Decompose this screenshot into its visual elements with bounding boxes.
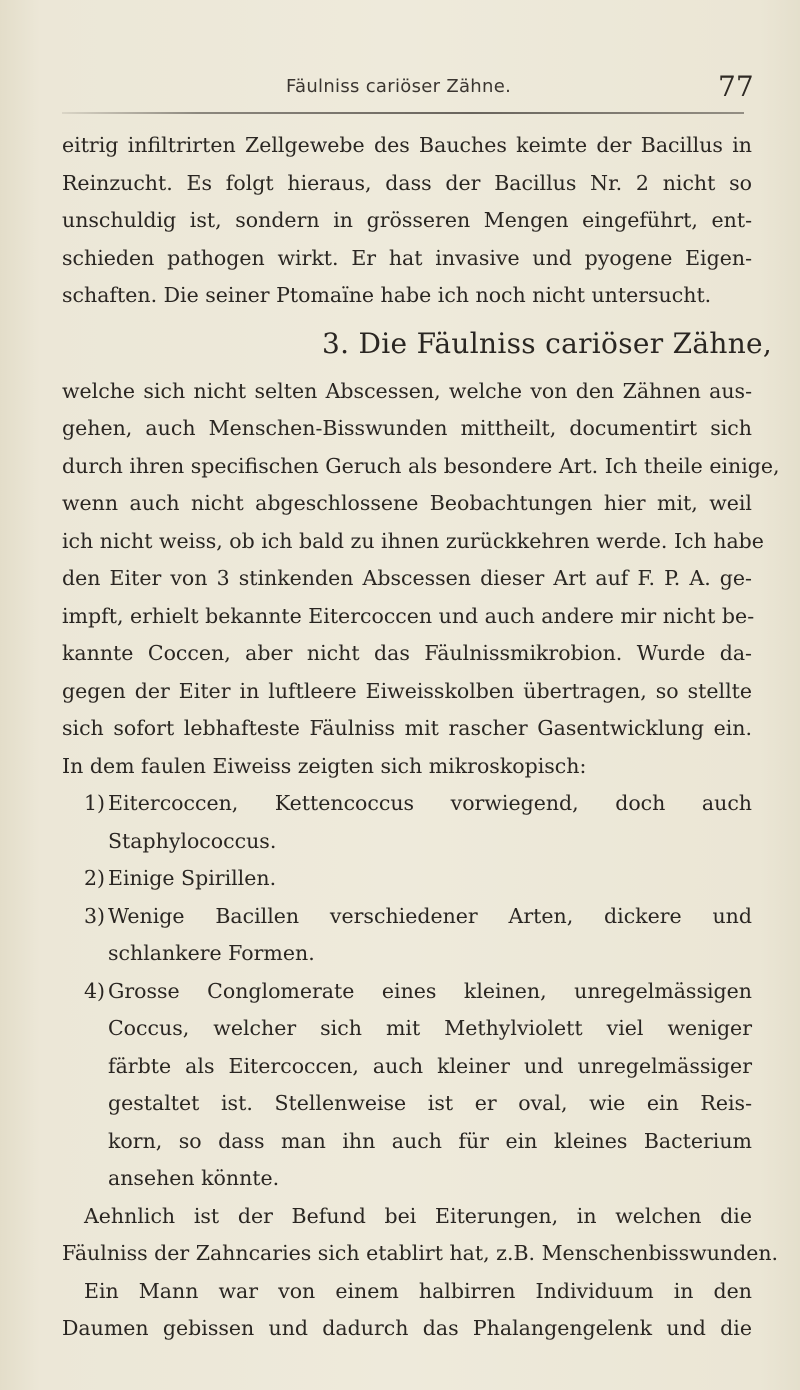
text-line: In dem faulen Eiweiss zeigten sich mikroskopisch: bbox=[62, 753, 587, 778]
text-line: schlankere Formen. bbox=[108, 941, 315, 965]
text-line: Wenige Bacillen verschiedener Arten, dickere und bbox=[108, 903, 752, 928]
text-line: gestaltet ist. Stellenweise ist er oval, wie ein Reis- bbox=[108, 1091, 752, 1115]
text-line: Coccus, welcher sich mit Methylviolett viel weniger bbox=[108, 1016, 752, 1040]
text-line: gegen der Eiter in luftleere Eiweisskolben übertragen, so stellte bbox=[62, 678, 752, 703]
text-line: gehen, auch Menschen-Bisswunden mittheilt, documentirt sich bbox=[62, 416, 752, 440]
text-line: schaften. Die seiner Ptomaïne habe ich noch nicht untersucht. bbox=[62, 283, 712, 307]
text-line: Eitercoccen, Kettencoccus vorwiegend, doch auch bbox=[108, 791, 752, 815]
text-line: den Eiter von 3 stinkenden Abscessen dieser Art auf F. P. A. ge- bbox=[62, 566, 752, 590]
page-number: 77 bbox=[718, 70, 754, 103]
section-heading: 3. Die Fäulniss cariöser Zähne, bbox=[322, 326, 773, 360]
text-line: durch ihren specifischen Geruch als besondere Art. Ich theile einige, bbox=[62, 453, 780, 478]
text-line: Reinzucht. Es folgt hieraus, dass der Bacillus Nr. 2 nicht so bbox=[62, 170, 752, 195]
header-rule bbox=[62, 112, 744, 114]
text-line: eitrig infiltrirten Zellgewebe des Bauches keimte der Bacillus in bbox=[62, 133, 752, 157]
text-line: Staphylococcus. bbox=[108, 828, 277, 853]
text-line: Grosse Conglomerate eines kleinen, unregelmässigen bbox=[108, 978, 752, 1003]
text-line: Fäulniss der Zahncaries sich etablirt hat, z.B. Menschenbisswunden. bbox=[62, 1241, 779, 1265]
list-number: 4) bbox=[84, 978, 106, 1003]
text-line: impft, erhielt bekannte Eitercoccen und auch andere mir nicht be- bbox=[62, 603, 755, 628]
list-item bbox=[62, 973, 752, 1198]
text-line: wenn auch nicht abgeschlossene Beobachtungen hier mit, weil bbox=[62, 491, 752, 515]
text-line: färbte als Eitercoccen, auch kleiner und unregelmässiger bbox=[108, 1053, 752, 1078]
text-line: Einige Spirillen. bbox=[108, 866, 277, 890]
page-header bbox=[0, 72, 800, 112]
text-line: korn, so dass man ihn auch für ein kleines Bacterium bbox=[108, 1128, 752, 1153]
list-item bbox=[62, 898, 752, 973]
text-line: kannte Coccen, aber nicht das Fäulnissmikrobion. Wurde da- bbox=[62, 641, 752, 665]
text-line: schieden pathogen wirkt. Er hat invasive und pyogene Eigen- bbox=[62, 245, 752, 270]
text-line: welche sich nicht selten Abscessen, welche von den Zähnen aus- bbox=[62, 378, 752, 403]
list-item bbox=[62, 860, 752, 898]
text-line: Ein Mann war von einem halbirren Individuum in den bbox=[84, 1278, 752, 1303]
text-line: ansehen könnte. bbox=[108, 1166, 280, 1190]
list-number: 3) bbox=[84, 903, 106, 928]
text-line: Daumen gebissen und dadurch das Phalangengelenk und die bbox=[62, 1316, 752, 1340]
text-line: ich nicht weiss, ob ich bald zu ihnen zurückkehren werde. Ich habe bbox=[62, 528, 764, 553]
running-title: Fäulniss cariöser Zähne. bbox=[286, 76, 512, 97]
text-line: Aehnlich ist der Befund bei Eiterungen, in welchen die bbox=[84, 1203, 752, 1228]
text-line: sich sofort lebhafteste Fäulniss mit rascher Gasentwicklung ein. bbox=[62, 716, 752, 740]
list-number: 2) bbox=[84, 866, 106, 890]
text-line: unschuldig ist, sondern in grösseren Mengen eingeführt, ent- bbox=[62, 208, 752, 232]
list-number: 1) bbox=[84, 791, 106, 815]
list-item bbox=[62, 785, 752, 860]
body-text bbox=[62, 127, 780, 1348]
